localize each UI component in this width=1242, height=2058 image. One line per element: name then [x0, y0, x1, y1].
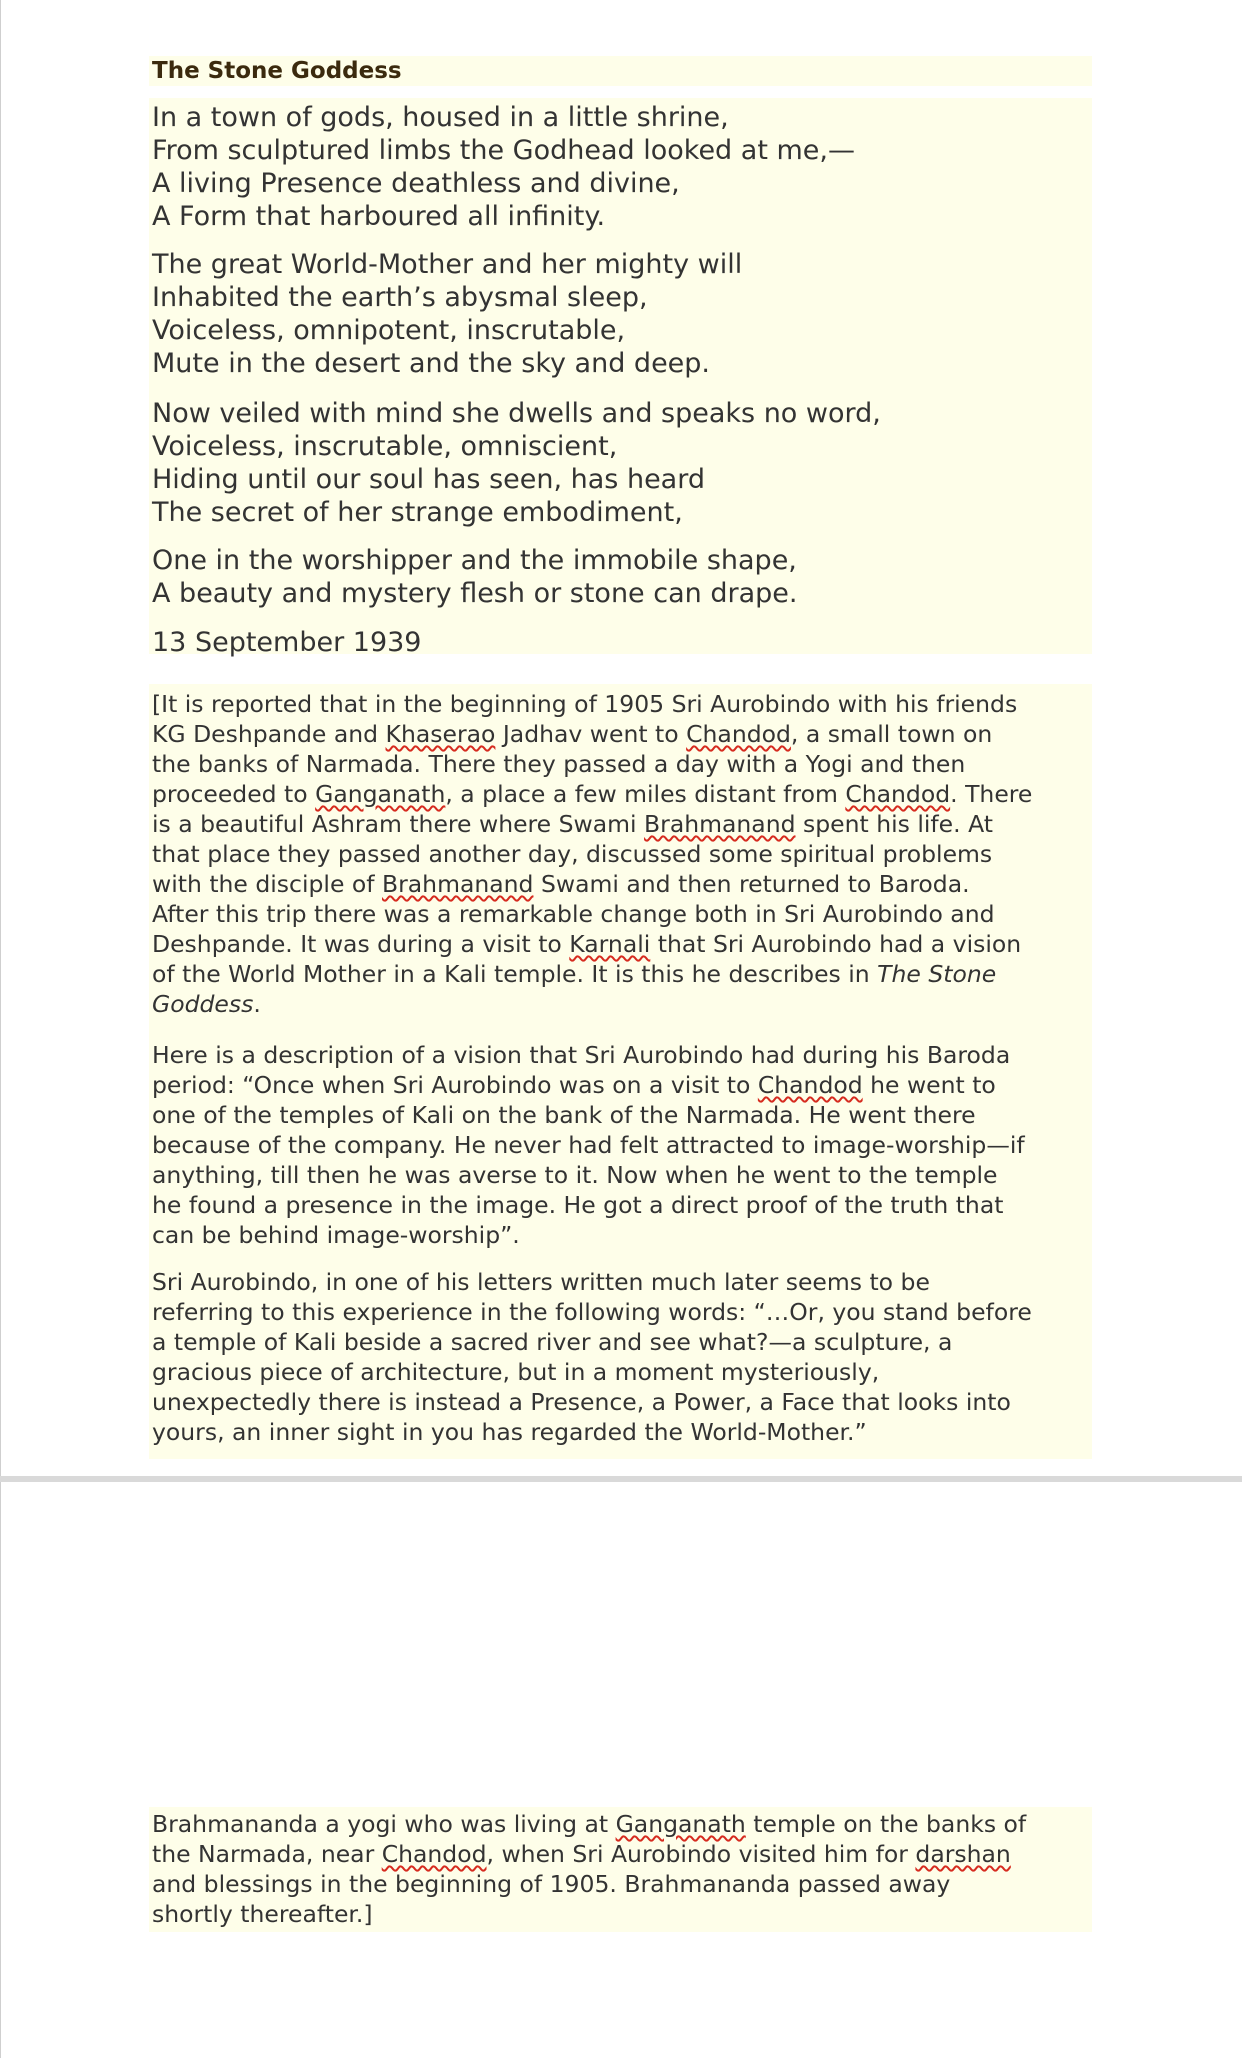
poem-line: A beauty and mystery flesh or stone can drape. — [152, 578, 798, 609]
poem-line: Inhabited the earth’s abysmal sleep, — [152, 282, 648, 313]
poem-line: Voiceless, inscrutable, omniscient, — [152, 431, 618, 462]
stanza-4 — [152, 544, 1082, 610]
poem-title: The Stone Goddess — [152, 58, 402, 84]
poem-line: In a town of gods, housed in a little shrine, — [152, 102, 729, 133]
misspelled-word[interactable]: Brahmanand — [644, 810, 796, 838]
misspelled-word[interactable]: Ganganath — [615, 1810, 746, 1838]
poem-line: Now veiled with mind she dwells and speaks no word, — [152, 398, 881, 429]
misspelled-word[interactable]: Chandod — [686, 720, 791, 748]
stanza-1 — [152, 101, 1082, 233]
poem-line: The great World-Mother and her mighty will — [152, 249, 743, 280]
poem-line: The secret of her strange embodiment, — [152, 497, 683, 528]
stanza-3 — [152, 397, 1082, 529]
misspelled-word[interactable]: Chandod — [845, 780, 951, 808]
poem-line: A living Presence deathless and divine, — [152, 168, 680, 199]
poem-line: Mute in the desert and the sky and deep. — [152, 348, 711, 379]
poem-line: One in the worshipper and the immobile shape, — [152, 545, 797, 576]
misspelled-word[interactable]: Khaserao — [385, 720, 496, 748]
italic-title: The Stone — [877, 960, 997, 988]
document-page-2 — [0, 1482, 1242, 2058]
note-paragraph-4: Brahmananda a yogi who was living at Ganganath temple on the banks of the Narmada, near Chandod, when Sri Aurobindo visited him for darshan and blessings in the beginning of 1905. Brahmananda passed away shortly thereafter.] — [152, 1810, 1027, 1928]
note-paragraph-2: Here is a description of a vision that Sri Aurobindo had during his Baroda period: “Once when Sri Aurobindo was on a visit to Chandod he went to one of the temples of Kali on the bank of the Narmada. He went there because of the company. He never had felt attracted to image-worship—if anything, till then he was averse to it. Now when he went to the temple he found a presence in the image. He got a direct proof of the truth that can be behind image-worship”. — [152, 1041, 1025, 1249]
note-paragraph-3: Sri Aurobindo, in one of his letters written much later seems to be referring to this experience in the following words: “…Or, you stand before a temple of Kali beside a sacred river and see what?—a sculpture, a gracious piece of architecture, but in a moment mysteriously, unexpectedly there is instead a Presence, a Power, a Face that looks into yours, an inner sight in you has regarded the World-Mother.” — [152, 1268, 1032, 1446]
italic-title: Goddess — [152, 990, 254, 1018]
misspelled-word[interactable]: Chandod — [757, 1071, 863, 1099]
misspelled-word[interactable]: Ganganath — [315, 780, 446, 808]
poem-line: Voiceless, omnipotent, inscrutable, — [152, 315, 626, 346]
poem-line: Hiding until our soul has seen, has heard — [152, 464, 705, 495]
misspelled-word[interactable]: Brahmanand — [382, 870, 534, 898]
note-paragraph-1: [It is reported that in the beginning of 1905 Sri Aurobindo with his friends KG Deshpande and Khaserao Jadhav went to Chandod, a small town on the banks of Narmada. There they passed a day with a Yogi and then proceeded to Ganganath, a place a few miles distant from Chandod. There is a beautiful Ashram there where Swami Brahmanand spent his life. At that place they passed another day, discussed some spiritual problems with the disciple of Brahmanand Swami and then returned to Baroda. After this trip there was a remarkable change both in Sri Aurobindo and Deshpande. It was during a visit to Karnali that Sri Aurobindo had a vision of the World Mother in a Kali temple. It is this he describes in The Stone Goddess. — [152, 690, 1033, 1018]
poem-line: A Form that harboured all infinity. — [152, 201, 606, 232]
poem-line: From sculptured limbs the Godhead looked at me,— — [152, 135, 855, 166]
poem-date: 13 September 1939 — [152, 627, 422, 658]
stanza-2 — [152, 248, 1082, 380]
misspelled-word[interactable]: Chandod — [381, 1840, 487, 1868]
misspelled-word[interactable]: darshan — [915, 1840, 1011, 1868]
misspelled-word[interactable]: Karnali — [569, 930, 651, 958]
